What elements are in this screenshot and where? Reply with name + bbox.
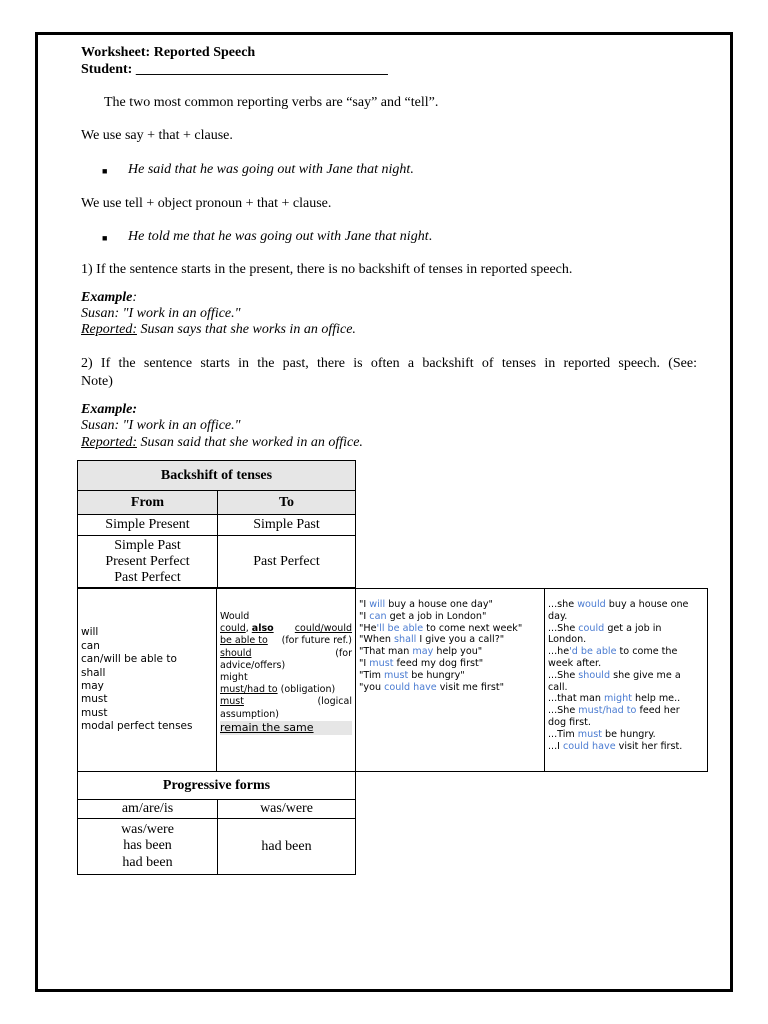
col-from-header: From <box>78 491 218 515</box>
modal-to-cell: Would could, also could/would be able to (for future ref.) should (for advice/offers) might must/had to (obligation) must (logical assumption) remain the same <box>217 589 356 772</box>
progressive-title: Progressive forms <box>78 772 356 800</box>
col-to-header: To <box>218 491 356 515</box>
rule-2-cont: Note) <box>81 374 113 389</box>
example-1-direct: Susan: "I work in an office." <box>81 306 241 321</box>
example-line: ...She should she give me a <box>548 669 681 681</box>
direct-examples-cell <box>356 589 545 772</box>
bullet-icon: ■ <box>102 233 108 243</box>
example-line: ...that man might help me.. <box>548 693 681 705</box>
example-2-reported: Reported: Susan said that she worked in an office. <box>81 435 363 450</box>
example-line: ...he'd be able to come the <box>548 646 678 658</box>
table-cell: Past Perfect <box>218 536 356 588</box>
table-cell: am/are/is <box>78 800 218 819</box>
student-line: Student: ____________________________________ <box>81 62 388 77</box>
example-1-reported: Reported: Susan says that she works in an office. <box>81 322 356 337</box>
table-cell: had been <box>218 819 356 875</box>
example-line: "you could have visit me first" <box>359 681 504 693</box>
example-line: ...I could have visit her first. <box>548 740 683 752</box>
table-cell: Simple Present <box>78 515 218 536</box>
rule-2: 2) If the sentence starts in the past, there is often a backshift of tenses in reported speech. (See: <box>81 356 697 371</box>
modal-from-cell: will can can/will be able to shall may must must modal perfect tenses <box>78 589 217 772</box>
backshift-table <box>77 460 356 588</box>
modal-table <box>77 588 708 772</box>
example-line: week after. <box>548 657 602 669</box>
example-1-label: Example: <box>81 290 138 305</box>
bullet-icon: ■ <box>102 166 108 176</box>
say-rule: We use say + that + clause. <box>81 128 233 143</box>
example-2-direct: Susan: "I work in an office." <box>81 418 241 433</box>
example-line: call. <box>548 681 568 693</box>
example-line: "He'll be able to come next week" <box>359 622 523 634</box>
say-example: He said that he was going out with Jane that night. <box>128 162 414 177</box>
table-cell: Simple Past Present Perfect Past Perfect <box>78 536 218 588</box>
rule-1: 1) If the sentence starts in the present, there is no backshift of tenses in reported speech. <box>81 262 573 277</box>
example-line: ...She could get a job in <box>548 622 662 634</box>
reported-examples-cell <box>545 589 708 772</box>
table-title: Backshift of tenses <box>78 461 356 491</box>
tell-example: He told me that he was going out with Jane that night. <box>128 229 433 244</box>
tell-rule: We use tell + object pronoun + that + clause. <box>81 196 332 211</box>
example-line: "When shall I give you a call?" <box>359 634 505 646</box>
intro-text: The two most common reporting verbs are “say” and “tell”. <box>104 95 439 110</box>
progressive-table <box>77 771 356 875</box>
table-cell: Simple Past <box>218 515 356 536</box>
table-cell: was/were has been had been <box>78 819 218 875</box>
example-line: "I will buy a house one day" <box>359 599 493 610</box>
example-line: ...Tim must be hungry. <box>548 728 656 740</box>
example-line: dog first. <box>548 716 591 728</box>
worksheet-title: Worksheet: Reported Speech <box>81 45 256 60</box>
example-line: "Tim must be hungry" <box>359 669 465 681</box>
example-line: London. <box>548 634 587 646</box>
example-line: "I must feed my dog first" <box>359 657 484 669</box>
example-line: day. <box>548 610 568 622</box>
table-cell: was/were <box>218 800 356 819</box>
example-line: "I can get a job in London" <box>359 610 487 622</box>
example-line: ...She must/had to feed her <box>548 705 680 717</box>
example-2-label: Example: <box>81 402 137 417</box>
example-line: ...she would buy a house one <box>548 599 689 610</box>
example-line: "That man may help you" <box>359 646 483 658</box>
